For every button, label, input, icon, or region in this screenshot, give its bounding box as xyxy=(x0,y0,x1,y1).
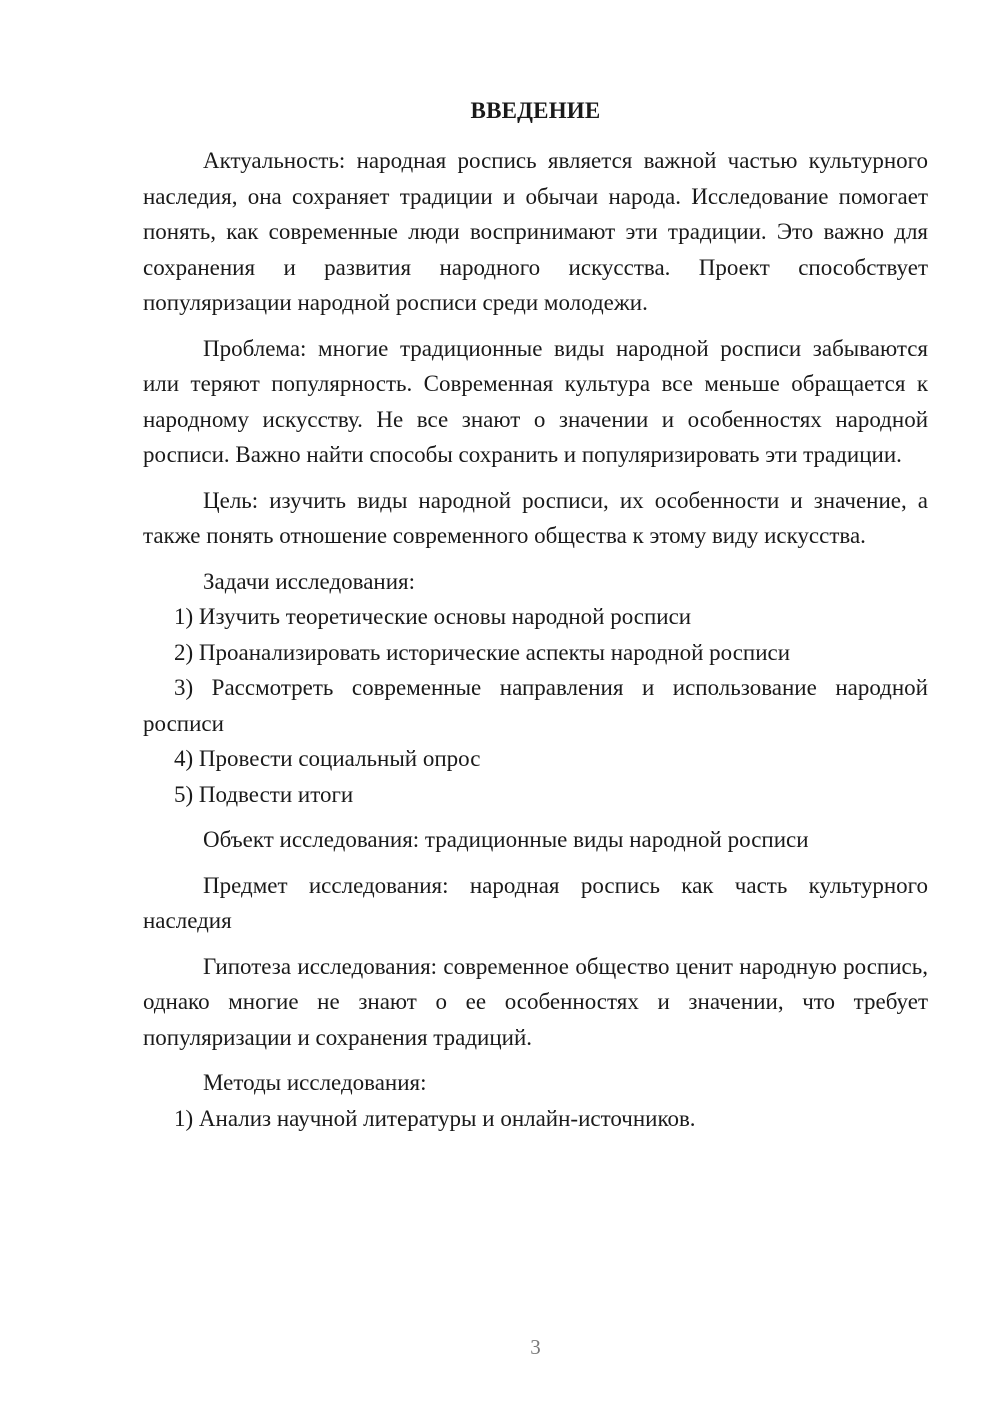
object-paragraph: Объект исследования: традиционные виды народной росписи xyxy=(203,827,809,852)
page-number: 3 xyxy=(530,1335,541,1359)
goal-paragraph: Цель: изучить виды народной росписи, их особенности и значение, а также понять отношение современного общества к этому виду искусства. xyxy=(143,487,928,548)
task-item-4: 4) Провести социальный опрос xyxy=(174,746,481,771)
task-item-2: 2) Проанализировать исторические аспекты народной росписи xyxy=(174,639,791,665)
task-item-3: 3) Рассмотреть современные направления и использование народной росписи xyxy=(143,675,928,736)
hypothesis-paragraph: Гипотеза исследования: современное общество ценит народную роспись, однако многие не знают о ее особенностях и значении, что требует популяризации и сохранения традиций. xyxy=(143,953,928,1050)
tasks-title: Задачи исследования: xyxy=(203,568,416,594)
relevance-paragraph: Актуальность: народная роспись является важной частью культурного наследия, она сохраняет традиции и обычаи народа. Исследование помогает понять, как современные люди воспринимают эти традиции. Это важно для сохранения и развития народного искусства. Проект способствует популяризации народной росписи среди молодежи. xyxy=(143,148,928,315)
section-heading: ВВЕДЕНИЕ xyxy=(470,98,601,123)
document-page xyxy=(143,0,928,1414)
body-text xyxy=(143,143,928,1136)
method-item-1: 1) Анализ научной литературы и онлайн-источников. xyxy=(174,1105,696,1131)
task-item-1: 1) Изучить теоретические основы народной росписи xyxy=(174,604,692,629)
subject-paragraph: Предмет исследования: народная роспись как часть культурного наследия xyxy=(143,872,928,933)
task-item-5: 5) Подвести итоги xyxy=(174,781,354,807)
problem-paragraph: Проблема: многие традиционные виды народной росписи забываются или теряют популярность. Современная культура все меньше обращается к народному искусству. Не все знают о значении и особенностях народной росписи. Важно найти способы сохранить и популяризировать эти традиции. xyxy=(143,335,928,467)
methods-title: Методы исследования: xyxy=(203,1070,427,1095)
